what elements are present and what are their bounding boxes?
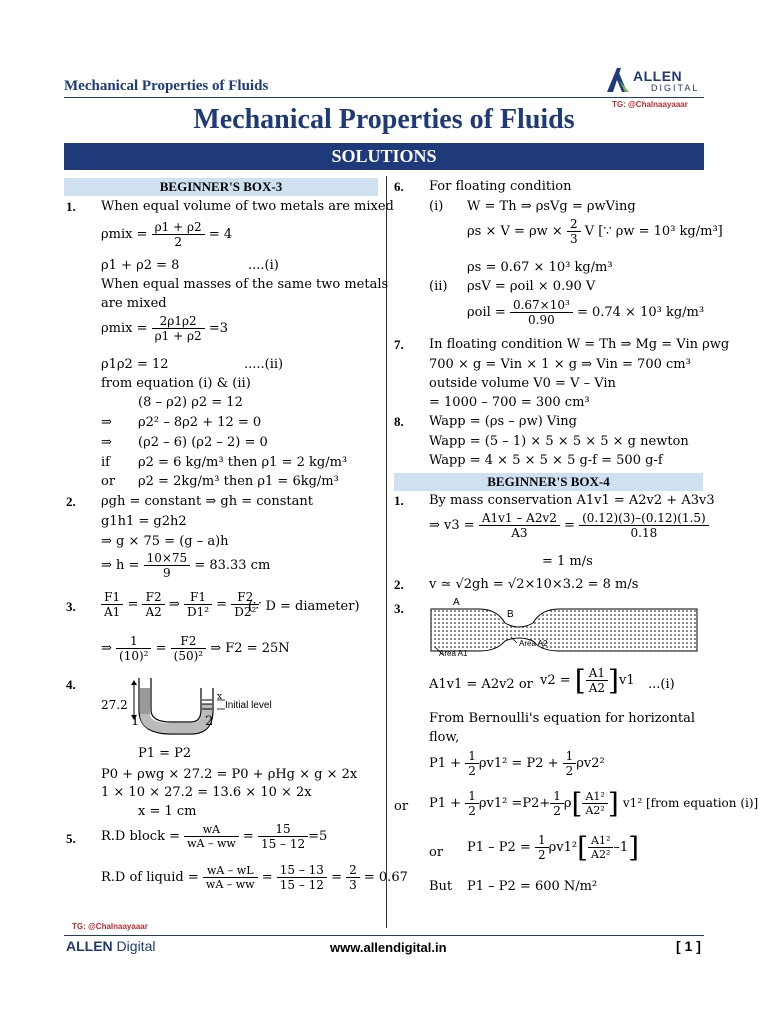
- fraction: [563, 749, 577, 778]
- text-line: v ≃ √2gh = √2×10×3.2 = 8 m/s: [429, 577, 639, 592]
- numerator: 10×75: [144, 551, 191, 566]
- footer-rule: [64, 935, 704, 936]
- text-line: (ρ2 – 6) (ρ2 – 2) = 0: [138, 435, 268, 450]
- fraction: [582, 790, 607, 817]
- numerator: 1: [465, 749, 479, 764]
- numerator: 1: [535, 833, 549, 848]
- numerator: A1v1 – A2v2: [479, 511, 560, 526]
- text-line: For floating condition: [429, 179, 572, 194]
- equation: $\frac{F1}{A1}$ = $\frac{F2}{A2}$ ⇒ $\frac{F1}{\text{D1²}}$ = $\frac{F2}{\text{D2²}}$: [101, 590, 259, 619]
- eq-rhs: v1: [618, 673, 635, 688]
- footer-logo: [66, 938, 155, 954]
- equation: [101, 220, 232, 249]
- fraction: [465, 749, 479, 778]
- bracket: [: [574, 664, 586, 697]
- eq-lhs: ρmix =: [101, 321, 148, 336]
- fraction: [144, 551, 191, 580]
- logo-sub: DIGITAL: [651, 83, 700, 93]
- text-line: ρs = 0.67 × 10³ kg/m³: [467, 260, 613, 275]
- denominator: wA – ww: [187, 837, 236, 850]
- footer-brand-rest: Digital: [112, 938, 156, 954]
- denominator: 2: [174, 235, 182, 249]
- equation: [467, 298, 704, 327]
- eq-lhs: P1 +: [429, 796, 462, 811]
- fraction: [101, 590, 123, 619]
- eq-tag: .....(ii): [244, 357, 284, 372]
- section-bar: SOLUTIONS: [64, 143, 704, 170]
- allen-logo-icon: [605, 66, 631, 94]
- text-line: ρ1ρ2 = 12: [101, 357, 169, 372]
- implies: ⇒: [101, 415, 112, 430]
- text-line: ρ1 + ρ2 = 8: [101, 258, 180, 273]
- equation: [467, 217, 723, 246]
- eq-lhs: ⇒ h =: [101, 558, 140, 573]
- text-line: from equation (i) & (ii): [101, 376, 251, 391]
- eq-lhs: P1 +: [429, 756, 462, 771]
- numerator: 1: [465, 789, 479, 804]
- eq-result: F2 = 25N: [225, 641, 290, 656]
- denominator: A2²: [591, 848, 611, 861]
- numerator: F1: [184, 590, 212, 605]
- text-line: P0 + ρwg × 27.2 = P0 + ρHg × g × 2x: [101, 767, 358, 782]
- footer-brand-bold: ALLEN: [66, 938, 113, 954]
- label-if: if: [101, 455, 110, 470]
- numerator: 2ρ1ρ2: [152, 314, 205, 329]
- q-number: 3.: [394, 601, 404, 616]
- denominator: wA – ww: [205, 878, 255, 891]
- text-line: Wapp = 4 × 5 × 5 × 5 g-f = 500 g-f: [429, 453, 663, 468]
- eq-rhs: = 83.33 cm: [194, 558, 271, 573]
- bracket: ]: [628, 831, 640, 864]
- eq-rhs: v1² [from equation (i)]: [622, 796, 759, 810]
- denominator: 2: [468, 764, 476, 778]
- fraction: [203, 864, 258, 891]
- text-line: From Bernoulli's equation for horizontal: [429, 711, 695, 726]
- q-number: 2.: [66, 494, 76, 509]
- denominator: A1: [104, 605, 121, 619]
- fraction: [588, 834, 613, 861]
- numerator: 0.67×10³: [510, 298, 573, 313]
- fraction: [535, 833, 549, 862]
- text-line: By mass conservation A1v1 = A2v2 + A3v3: [429, 493, 715, 508]
- text-line: ⇒ g × 75 = (g – a)h: [101, 534, 229, 549]
- numerator: 15 – 13: [277, 863, 327, 878]
- denominator: A2: [588, 681, 606, 695]
- text-line: 700 × g = Vin × 1 × g ⇒ Vin = 700 cm³: [429, 357, 691, 372]
- denominator: A3: [511, 526, 528, 540]
- bracket: [: [571, 787, 583, 820]
- numerator: A1: [586, 666, 608, 681]
- text-line: P1 – P2 = 600 N/m²: [467, 879, 598, 894]
- eq-rhs: =3: [208, 321, 228, 336]
- eq-result: = 0.67: [363, 870, 408, 885]
- eq-lhs: ⇒ v3 =: [429, 518, 475, 533]
- fraction: [277, 863, 327, 892]
- text-line: When equal masses of the same two metals: [101, 277, 389, 292]
- logo-word: ALLEN: [633, 68, 683, 84]
- denominator: 2: [565, 764, 574, 778]
- text-line: 1 × 10 × 27.2 = 13.6 × 10 × 2x: [101, 785, 312, 800]
- sub-label: (ii): [429, 279, 448, 294]
- box-title-4: BEGINNER'S BOX-4: [394, 473, 703, 491]
- text-line: are mixed: [101, 296, 167, 311]
- fig-label: Area A1: [439, 649, 468, 658]
- eq-lhs: R.D of liquid =: [101, 870, 199, 885]
- running-title: Mechanical Properties of Fluids: [64, 78, 269, 94]
- q-number: 8.: [394, 414, 404, 429]
- fig-label: B: [507, 609, 514, 620]
- equation: [540, 664, 635, 697]
- denominator: A2: [145, 605, 162, 619]
- numerator: 2: [346, 863, 360, 878]
- text-line: ρ2 = 2kg/m³ then ρ1 = 6kg/m³: [138, 474, 339, 489]
- fraction: [258, 822, 308, 851]
- fraction: [586, 666, 608, 695]
- eq-minus-one: –1: [613, 840, 629, 855]
- fraction: [479, 511, 560, 540]
- equation: [429, 511, 709, 540]
- fraction: [346, 863, 360, 892]
- fig-label: A: [453, 597, 460, 608]
- page-title: Mechanical Properties of Fluids: [193, 104, 575, 135]
- label-or: or: [394, 799, 409, 814]
- equation: [467, 831, 639, 864]
- label-or: or: [101, 474, 116, 489]
- text-line: g1h1 = g2h2: [101, 514, 187, 529]
- denominator: 2: [468, 804, 476, 818]
- eq-result: =5: [308, 829, 328, 844]
- denominator: 15 – 12: [279, 878, 324, 892]
- eq-mid: ρv1²: [548, 840, 578, 855]
- numerator: wA – wL: [203, 864, 258, 878]
- fraction: [152, 220, 205, 249]
- equals: =: [564, 518, 575, 533]
- text-line: ρgh = constant ⇒ gh = constant: [101, 494, 313, 509]
- denominator: 9: [163, 566, 171, 580]
- fig-label: 1: [131, 714, 140, 729]
- fraction: [184, 823, 239, 850]
- q-number: 5.: [66, 831, 76, 846]
- fraction: [152, 314, 205, 343]
- numerator: ρ1 + ρ2: [152, 220, 205, 235]
- text-line: flow,: [429, 730, 460, 745]
- numerator: F1: [101, 590, 123, 605]
- fraction: [510, 298, 573, 327]
- q-number: 1.: [66, 199, 76, 214]
- numerator: wA: [184, 823, 239, 837]
- denominator: A2²: [585, 804, 605, 817]
- fig-label: Area A2: [519, 639, 548, 648]
- eq-lhs: ρmix =: [101, 227, 148, 242]
- numerator: F2: [231, 590, 259, 605]
- numerator: (0.12)(3)–(0.12)(1.5): [579, 511, 709, 526]
- text-line: x = 1 cm: [138, 804, 197, 819]
- fraction: [465, 789, 479, 818]
- eq-rhs: = 4: [208, 227, 233, 242]
- denominator: 0.18: [630, 526, 658, 540]
- numerator: F2: [171, 634, 206, 649]
- text-line: outside volume V0 = V – Vin: [429, 376, 616, 391]
- denominator: 3: [349, 878, 357, 892]
- eq-tag: ...(i): [648, 677, 675, 692]
- bracket: ]: [608, 664, 619, 697]
- numerator: 1: [116, 634, 151, 649]
- q-number: 6.: [394, 179, 404, 194]
- telegram-handle: TG: @Chalnaayaaar: [612, 100, 688, 109]
- bracket: ]: [607, 787, 619, 820]
- fraction: [171, 634, 206, 663]
- q-number: 2.: [394, 577, 404, 592]
- text-line: Wapp = (ρs – ρw) Ving: [429, 414, 577, 429]
- eq-lhs: R.D block =: [101, 829, 180, 844]
- text-line: In floating condition W = Th ⇒ Mg = Vin ρwg: [429, 337, 730, 352]
- fig-label: Initial level: [225, 700, 272, 711]
- q-number: 4.: [66, 677, 76, 692]
- numerator: 2: [567, 217, 581, 232]
- equation: [429, 787, 758, 820]
- fig-label: x: [217, 692, 223, 702]
- eq-tag: ....(i): [248, 258, 279, 273]
- implies: ⇒: [101, 435, 112, 450]
- bracket: [: [577, 831, 589, 864]
- footer-url[interactable]: www.allendigital.in: [330, 940, 447, 955]
- eq-lhs: v2 =: [540, 673, 571, 688]
- text-line: = 1000 – 700 = 300 cm³: [429, 395, 590, 410]
- u-tube-figure: [101, 674, 301, 738]
- eq-rhs: ρv2²: [576, 756, 605, 771]
- page-number: [ 1 ]: [676, 938, 701, 954]
- fraction: [142, 590, 164, 619]
- fig-label: 27.2: [101, 698, 128, 712]
- label-but: But: [429, 879, 453, 894]
- fraction: [550, 789, 564, 818]
- denominator: 3: [569, 232, 578, 246]
- equation: [429, 749, 605, 778]
- numerator: A1²: [588, 834, 613, 848]
- q-number: 1.: [394, 493, 404, 508]
- denominator: (50)²: [173, 649, 204, 663]
- text-line: ρ2² – 8ρ2 + 12 = 0: [138, 415, 262, 430]
- eq-rhs: V [∵ ρw = 10³ kg/m³]: [584, 224, 723, 239]
- label-or: or: [429, 845, 444, 860]
- eq-rho: ρ: [563, 796, 572, 811]
- pipe-drawing: [429, 597, 699, 661]
- box-title-3: BEGINNER'S BOX-3: [64, 178, 378, 196]
- equation: [101, 551, 270, 580]
- text-line: W = Th ⇒ ρsVg = ρwVing: [467, 199, 636, 214]
- eq-lhs: P1 – P2 =: [467, 840, 531, 855]
- denominator: ρ1 + ρ2: [154, 329, 202, 343]
- sub-label: (i): [429, 199, 444, 214]
- equation: R.D of liquid = $\frac{wA - wL}{wA - ww}$ = $\frac{15 - 13}{15 - 12}$ = $\frac{2}{3}$ = 0.67: [101, 863, 408, 892]
- denominator: D1²: [186, 605, 210, 619]
- denominator: 0.90: [528, 313, 555, 327]
- allen-logo: [605, 66, 705, 96]
- numerator: 15: [258, 822, 308, 837]
- denominator: D2²: [234, 605, 257, 619]
- numerator: 1: [550, 789, 564, 804]
- fraction: [116, 634, 151, 663]
- numerator: 1: [563, 749, 577, 764]
- text-line: = 1 m/s: [542, 554, 593, 569]
- fraction: [567, 217, 581, 246]
- fig-label: 2: [205, 714, 214, 729]
- eq-lhs: ρs × V = ρw ×: [467, 224, 563, 239]
- header-rule: [64, 97, 704, 98]
- equation: [101, 314, 228, 343]
- text-line: (8 – ρ2) ρ2 = 12: [138, 395, 243, 410]
- pipe-figure: [429, 597, 699, 661]
- q-number: 7.: [394, 337, 404, 352]
- numerator: F2: [142, 590, 164, 605]
- text-line: Wapp = (5 – 1) × 5 × 5 × 5 × g newton: [429, 434, 689, 449]
- denominator: 2: [537, 848, 546, 862]
- text-line: P1 = P2: [138, 746, 192, 761]
- fraction: [579, 511, 709, 540]
- eq-rhs: = 0.74 × 10³ kg/m³: [576, 305, 705, 320]
- denominator: 15 – 12: [260, 837, 306, 851]
- eq-mid: ρv1² =P2+: [478, 796, 551, 811]
- equation: R.D block = $\frac{wA}{wA - ww}$ = $\frac{15}{15 - 12}$ =5: [101, 822, 328, 851]
- fraction: [184, 590, 212, 619]
- denominator: (10)²: [119, 649, 149, 663]
- note: (∵ D = diameter): [248, 599, 360, 614]
- eq-lhs: ρoil =: [467, 305, 506, 320]
- eq-mid: ρv1² = P2 +: [478, 756, 559, 771]
- numerator: A1²: [582, 790, 607, 804]
- text-line: When equal volume of two metals are mixed: [101, 199, 394, 214]
- text-line: A1v1 = A2v2 or: [429, 677, 533, 692]
- text-line: ρsV = ρoil × 0.90 V: [467, 279, 596, 294]
- equation: ⇒ $\frac{1}{\text{(10)²}}$ = $\frac{F2}{\text{(50)²}}$ ⇒ F2 = 25N: [101, 634, 290, 663]
- q-number: 3.: [66, 599, 76, 614]
- footer-telegram: TG: @Chalnaayaaar: [72, 922, 148, 931]
- denominator: 2: [553, 804, 561, 818]
- text-line: ρ2 = 6 kg/m³ then ρ1 = 2 kg/m³: [138, 455, 348, 470]
